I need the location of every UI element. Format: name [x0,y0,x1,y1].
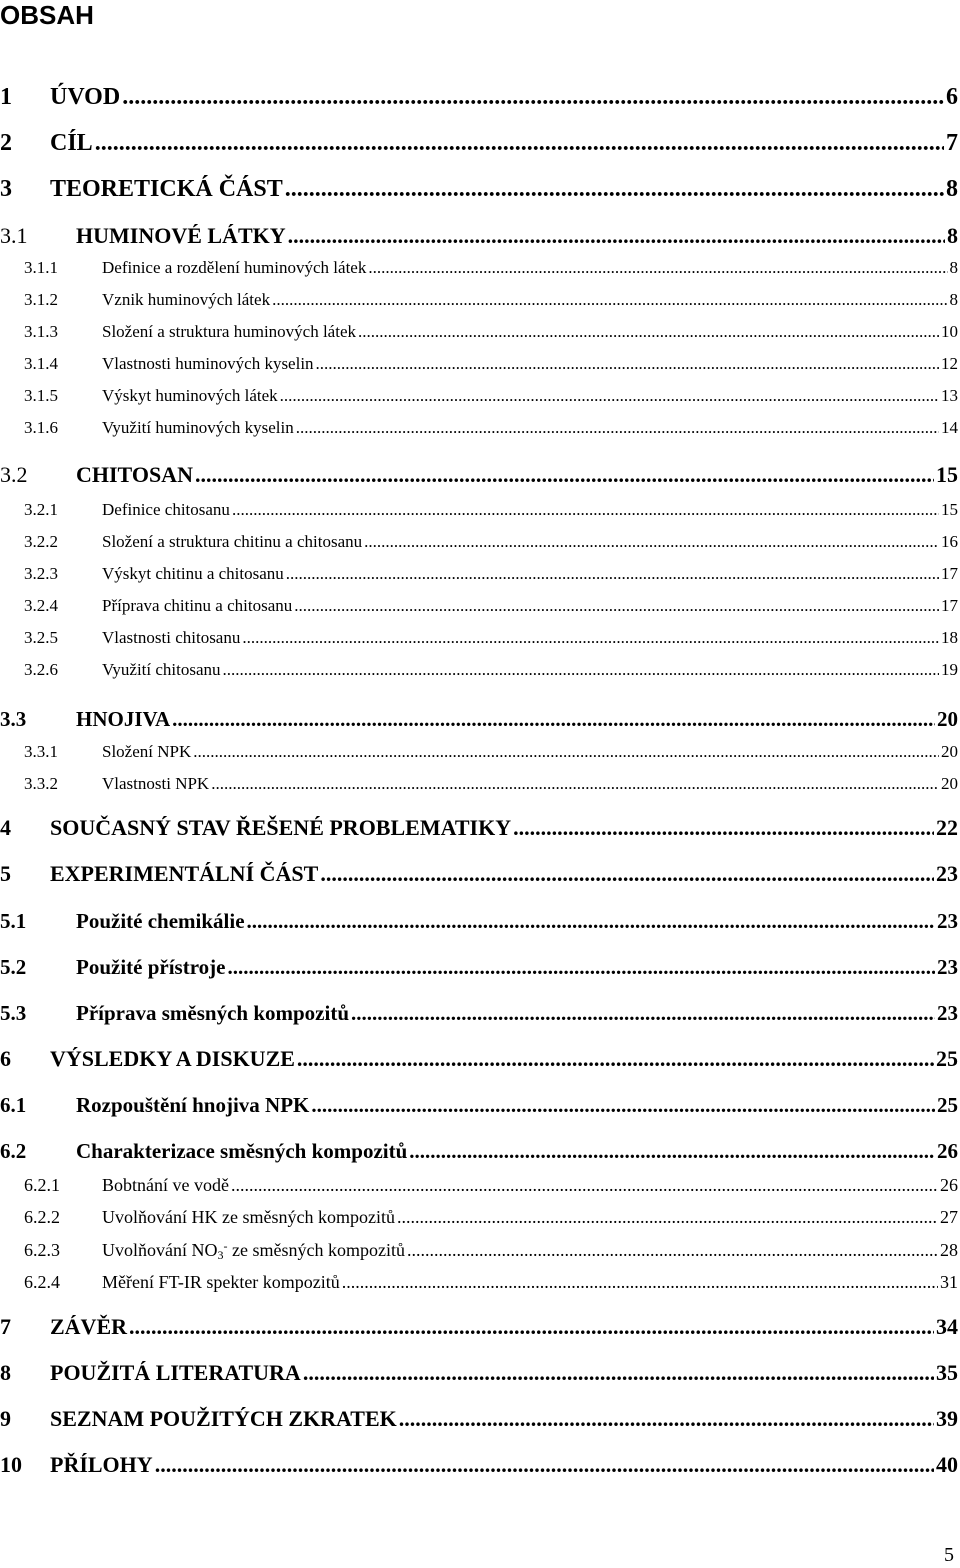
toc-title: Složení a struktura huminových látek [102,322,356,341]
toc-page: 15 [936,462,958,487]
toc-title: HUMINOVÉ LÁTKY [76,223,286,248]
toc-title: Složení NPK [102,742,192,761]
toc-page: 35 [936,1360,958,1385]
toc-title-superscript: - [223,1239,228,1253]
toc-entry-3-1-1[interactable] [24,258,960,278]
toc-title: SEZNAM POUŽITÝCH ZKRATEK [50,1406,397,1431]
toc-leader [193,742,939,762]
toc-number: 5.1 [0,909,27,933]
toc-number: 5 [0,861,11,886]
toc-leader [358,322,939,342]
toc-number: 3.2.2 [24,532,58,551]
toc-entry-3-2-5[interactable] [24,628,960,648]
toc-leader [223,660,939,680]
toc-number: 3.1.3 [24,322,58,341]
toc-entry-3-2-3[interactable] [24,564,960,584]
toc-number: 6.1 [0,1093,27,1117]
toc-leader [122,84,944,111]
toc-title: CÍL [50,130,93,156]
toc-number: 3.2.3 [24,564,58,583]
toc-number: 3.3 [0,707,27,731]
toc-page: 23 [936,861,958,886]
toc-title: Využití chitosanu [102,660,221,679]
toc-page: 23 [937,1001,958,1025]
toc-page: 15 [941,500,958,519]
toc-title: SOUČASNÝ STAV ŘEŠENÉ PROBLEMATIKY [50,815,512,840]
page-number: 5 [944,1544,954,1566]
toc-page: 13 [941,386,958,405]
toc-title: Výskyt chitinu a chitosanu [102,564,284,583]
toc-entry-6-2-2[interactable] [24,1207,960,1228]
toc-leader [280,386,939,406]
toc-page: 20 [941,774,958,793]
toc-page: 25 [936,1046,958,1071]
toc-number: 6.2.3 [24,1240,60,1260]
toc-entry-7[interactable] [0,1314,960,1340]
toc-title-part: Uvolňování NO [102,1240,218,1260]
toc-leader [513,815,934,841]
toc-page: 22 [936,815,958,840]
toc-entry-3-2[interactable] [0,462,960,488]
toc-number: 3.1 [0,223,28,248]
toc-page: 25 [937,1093,958,1117]
toc-title: PŘÍLOHY [50,1452,153,1477]
toc-entry-6-2[interactable] [0,1139,960,1164]
toc-leader [297,1046,934,1072]
toc-title: Vznik huminových látek [102,290,271,309]
toc-title: HNOJIVA [76,707,171,731]
toc-entry-6-2-1[interactable] [24,1175,960,1196]
toc-page: 34 [936,1314,958,1339]
toc-leader [311,1093,935,1118]
toc-number: 5.2 [0,955,27,979]
toc-page: 17 [941,596,958,615]
toc-title: Definice a rozdělení huminových látek [102,258,367,277]
toc-number: 3.3.1 [24,742,58,761]
toc-page: 26 [937,1139,958,1163]
toc-entry-6[interactable] [0,1046,960,1072]
toc-entry-8[interactable] [0,1360,960,1386]
toc-page: 7 [946,130,958,156]
toc-page: 20 [941,742,958,761]
toc-title: Použité přístroje [76,955,226,979]
toc-entry-3-3[interactable] [0,707,960,732]
toc-leader [316,354,939,374]
toc-entry-5-3[interactable] [0,1001,960,1026]
toc-title: Příprava chitinu a chitosanu [102,596,293,615]
toc-number: 4 [0,815,11,840]
page-heading: OBSAH [0,0,94,30]
toc-leader [351,1001,935,1026]
toc-number: 3.3.2 [24,774,58,793]
toc-leader [232,500,939,520]
toc-leader [368,258,947,278]
toc-leader [288,223,945,249]
toc-page: 39 [936,1406,958,1431]
toc-page: 12 [941,354,958,373]
toc-entry-5[interactable] [0,861,960,887]
toc-title: Měření FT-IR spekter kompozitů [102,1272,340,1292]
toc-entry-5-2[interactable] [0,955,960,980]
toc-number: 3 [0,176,12,202]
toc-leader [211,774,939,794]
toc-number: 7 [0,1314,11,1339]
toc-entry-9[interactable] [0,1406,960,1432]
toc-page: 8 [949,258,958,277]
toc-page: 26 [940,1175,958,1195]
toc-page: 28 [940,1240,958,1260]
toc-leader [364,532,939,552]
toc-number: 6.2 [0,1139,27,1163]
toc-title: Složení a struktura chitinu a chitosanu [102,532,363,551]
toc-page: 23 [937,955,958,979]
toc-number: 6.2.1 [24,1175,60,1195]
toc-number: 5.3 [0,1001,27,1025]
toc-title: Vlastnosti NPK [102,774,210,793]
toc-entry-6-2-3[interactable] [24,1239,960,1263]
toc-entry-3-1-5[interactable] [24,386,960,406]
toc-leader [286,564,939,584]
toc-number: 6.2.4 [24,1272,60,1292]
toc-number: 3.2 [0,462,28,487]
toc-title: Charakterizace směsných kompozitů [76,1139,408,1163]
toc-title: ÚVOD [50,84,121,110]
toc-entry-3-2-6[interactable] [24,660,960,680]
toc-number: 6 [0,1046,11,1071]
toc-title-subscript: 3 [217,1248,224,1262]
toc-entry-4[interactable] [0,815,960,841]
toc-leader [195,462,934,488]
toc-number: 3.1.2 [24,290,58,309]
toc-title: Definice chitosanu [102,500,230,519]
toc-title: Rozpouštění hnojiva NPK [76,1093,310,1117]
toc-entry-3-1[interactable] [0,223,960,249]
toc-title: Bobtnání ve vodě [102,1175,229,1195]
toc-title: Vlastnosti huminových kyselin [102,354,314,373]
toc-number: 1 [0,84,12,110]
toc-title: EXPERIMENTÁLNÍ ČÁST [50,861,319,886]
toc-title: Vlastnosti chitosanu [102,628,241,647]
toc-leader [409,1139,935,1164]
toc-title: POUŽITÁ LITERATURA [50,1360,301,1385]
toc-title: Použité chemikálie [76,909,245,933]
toc-leader [242,628,939,648]
toc-entry-2[interactable] [0,130,960,157]
toc-page: 18 [941,628,958,647]
toc-entry-3[interactable] [0,176,960,203]
toc-leader [172,707,935,732]
toc-entry-3-2-2[interactable] [24,532,960,552]
toc-title [102,1239,405,1263]
toc-leader [342,1272,938,1293]
toc-entry-3-1-6[interactable] [24,418,960,438]
toc-page: 6 [946,84,958,110]
toc-title: Výskyt huminových látek [102,386,278,405]
toc-leader [155,1452,934,1478]
toc-leader [285,176,944,203]
toc-entry-6-1[interactable] [0,1093,960,1118]
toc-title-part: ze směsných kompozitů [227,1240,405,1260]
toc-page: 31 [940,1272,958,1292]
toc-entry-1[interactable] [0,84,960,111]
toc-number: 2 [0,130,12,156]
toc-entry-3-2-1[interactable] [24,500,960,520]
toc-page: 16 [941,532,958,551]
toc-leader [296,418,939,438]
toc-page: 20 [937,707,958,731]
toc-leader [129,1314,934,1340]
toc-page: 17 [941,564,958,583]
toc-number: 3.1.4 [24,354,58,373]
toc-number: 3.2.4 [24,596,58,615]
toc-number: 9 [0,1406,11,1431]
toc-entry-3-2-4[interactable] [24,596,960,616]
toc-number: 3.1.1 [24,258,58,277]
toc-page: 8 [949,290,958,309]
toc-page: 14 [941,418,958,437]
toc-leader [294,596,939,616]
toc-leader [231,1175,938,1196]
toc-page: 8 [946,176,958,202]
toc-title: TEORETICKÁ ČÁST [50,176,283,202]
toc-leader [320,861,934,887]
toc-entry-3-3-1[interactable] [24,742,960,762]
toc-leader [95,130,944,157]
toc-entry-10[interactable] [0,1452,960,1478]
toc-page: 8 [947,223,958,248]
toc-page: 23 [937,909,958,933]
toc-leader [272,290,947,310]
toc-title: Využití huminových kyselin [102,418,294,437]
toc-entry-6-2-4[interactable] [24,1272,960,1293]
toc-title: VÝSLEDKY A DISKUZE [50,1046,295,1071]
toc-entry-3-3-2[interactable] [24,774,960,794]
toc-number: 3.2.6 [24,660,58,679]
toc-page: 40 [936,1452,958,1477]
toc-number: 3.1.5 [24,386,58,405]
toc-entry-3-1-3[interactable] [24,322,960,342]
toc-number: 3.2.5 [24,628,58,647]
toc-page: 19 [941,660,958,679]
toc-title: Příprava směsných kompozitů [76,1001,349,1025]
toc-leader [247,909,935,934]
toc-leader [399,1406,934,1432]
toc-number: 3.1.6 [24,418,58,437]
toc-number: 8 [0,1360,11,1385]
toc-leader [397,1207,938,1228]
toc-title: CHITOSAN [76,462,193,487]
toc-number: 3.2.1 [24,500,58,519]
toc-entry-3-1-2[interactable] [24,290,960,310]
toc-leader [407,1240,938,1261]
toc-title: Uvolňování HK ze směsných kompozitů [102,1207,395,1227]
toc-title: ZÁVĚR [50,1314,128,1339]
toc-leader [227,955,935,980]
toc-leader [303,1360,934,1386]
toc-entry-3-1-4[interactable] [24,354,960,374]
toc-number: 6.2.2 [24,1207,60,1227]
toc-number: 10 [0,1452,22,1477]
toc-entry-5-1[interactable] [0,909,960,934]
toc-page: 27 [940,1207,958,1227]
toc-page: 10 [941,322,958,341]
